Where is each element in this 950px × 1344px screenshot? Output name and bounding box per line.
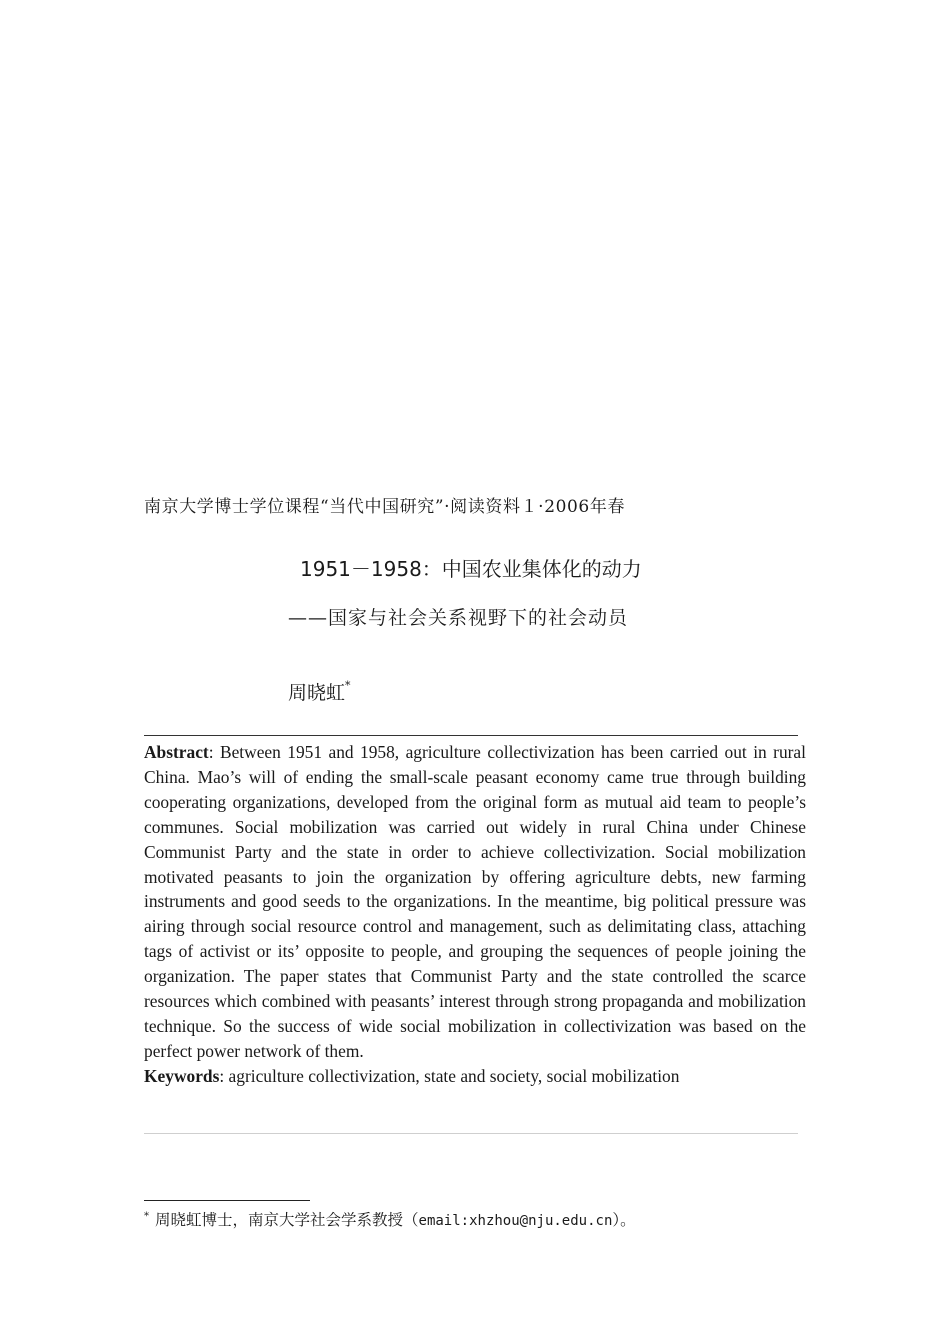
abstract-paragraph bbox=[144, 740, 806, 1064]
paper-title: 1951－1958：中国农业集体化的动力 bbox=[300, 557, 642, 581]
abstract-text: : Between 1951 and 1958, agriculture collectivization has been carried out in rural China. Mao’s will of ending the small-scale peasant economy came true through building cooperating organizations, developed from the original form as mutual aid team to people’s communes. Social mobilization was carried out widely in rural China under Chinese Communist Party and the state in order to achieve collectivization. Social mobilization motivated peasants to join the organization by offering agriculture debts, new farming instruments and good seeds to the organizations. In the meantime, big political pressure was airing through social resource control and management, such as delimitating class, attaching tags of activist or its’ opposite to people, and grouping the sequences of people joining the organization. The paper states that Communist Party and the state controlled the scarce resources which combined with peasants’ interest through strong propaganda and mobilization technique. So the success of wide social mobilization in collectivization was based on the perfect power network of them. bbox=[144, 742, 806, 1061]
course-header: 南京大学博士学位课程“当代中国研究”·阅读资料１·2006年春 bbox=[144, 497, 626, 517]
top-divider bbox=[144, 735, 798, 736]
keywords-paragraph bbox=[144, 1064, 806, 1089]
author-name bbox=[288, 678, 351, 705]
author-name-text: 周晓虹 bbox=[288, 682, 346, 704]
author-footnote-mark: * bbox=[345, 679, 351, 692]
footnote-text: 周晓虹博士，南京大学社会学系教授（ bbox=[155, 1211, 419, 1229]
keywords-text: : agriculture collectivization, state and society, social mobilization bbox=[219, 1065, 680, 1086]
abstract-section bbox=[144, 740, 806, 1089]
bottom-divider bbox=[144, 1133, 798, 1134]
keywords-label: Keywords bbox=[144, 1065, 220, 1086]
abstract-label: Abstract bbox=[144, 742, 209, 762]
paper-subtitle: ——国家与社会关系视野下的社会动员 bbox=[288, 607, 629, 629]
footnote-email: email:xhzhou@nju.edu.cn bbox=[418, 1213, 613, 1229]
footnote-end: ）。 bbox=[612, 1211, 636, 1229]
footnote bbox=[144, 1208, 636, 1230]
footnote-rule bbox=[144, 1200, 310, 1201]
footnote-mark: * bbox=[144, 1211, 149, 1222]
